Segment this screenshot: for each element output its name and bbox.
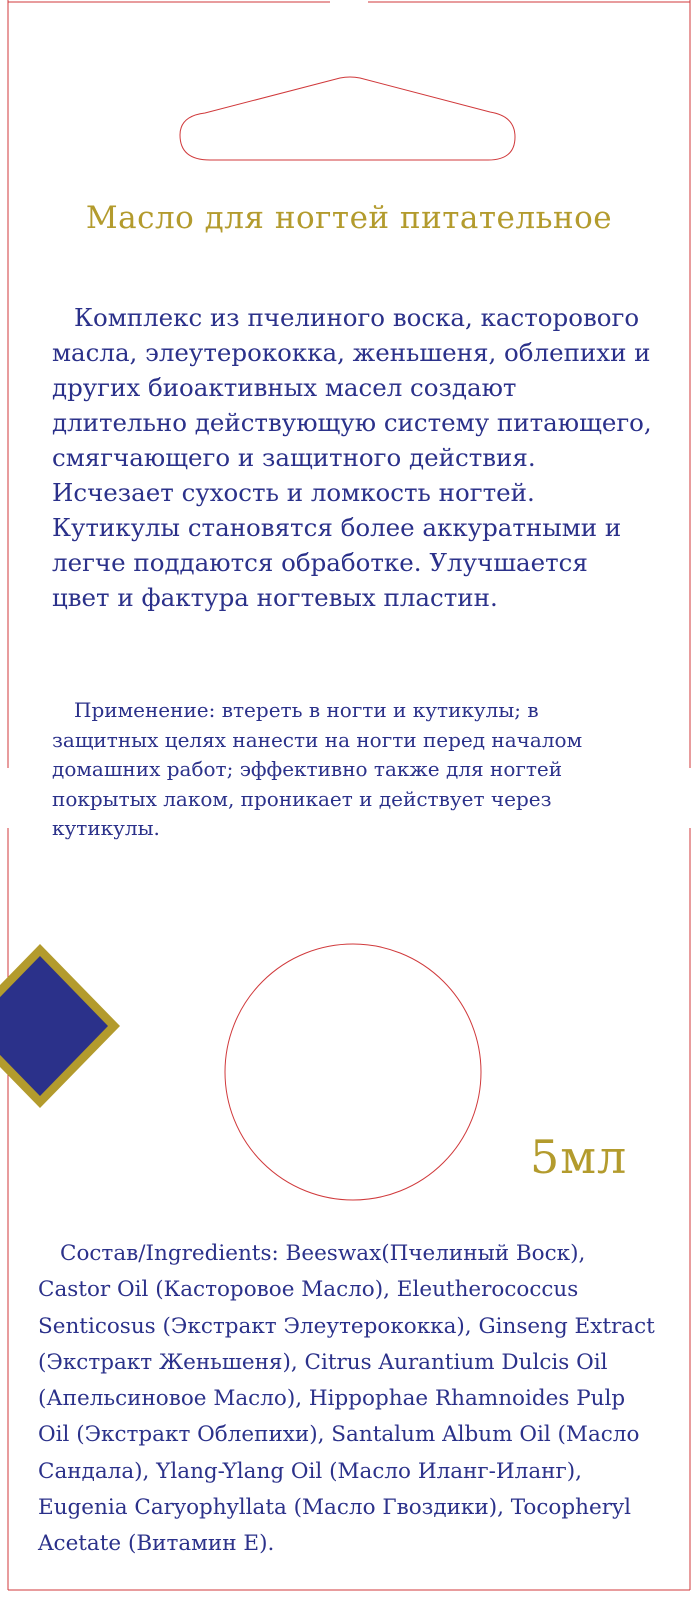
product-description: Комплекс из пчелиного воска, касторового масла, элеутерококка, женьшеня, облепихи и других биоактивных масел создают длительно действующую систему питающего, смягчающего и защитного действия. Исчезает сухость и ломкость ногтей. Кутикулы становятся более аккуратными и легче поддаются обработке. Улучшается цвет и фактура ногтевых пластин. (52, 303, 652, 612)
bottle-hole-circle (225, 944, 481, 1200)
product-title: Масло для ногтей питательное (85, 200, 613, 236)
ingredients-list: Состав/Ingredients: Beeswax(Пчелиный Воск), Castor Oil (Касторовое Масло), Eleutherococcus Senticosus (Экстракт Элеутерококка), Ginseng Extract (Экстракт Женьшеня), Citrus Aurantium Dulcis Oil (Апельсиновое Масло), Hippophae Rhamnoides Pulp Oil (Экстракт Облепихи), Santalum Album Oil (Масло Сандала), Ylang-Ylang Oil (Масло Иланг-Иланг), Eugenia Caryophyllata (Масло Гвоздики), Tocopheryl Acetate (Витамин Е). (38, 1241, 655, 1557)
volume-label: 5мл (530, 1130, 628, 1184)
usage-instructions: Применение: втереть в ногти и кутикулы; в защитных целях нанести на ногти перед началом домашних работ; эффективно также для ногтей покрытых лаком, проникает и действует через кутикулы. (52, 698, 583, 840)
hanger-slot (180, 77, 515, 160)
